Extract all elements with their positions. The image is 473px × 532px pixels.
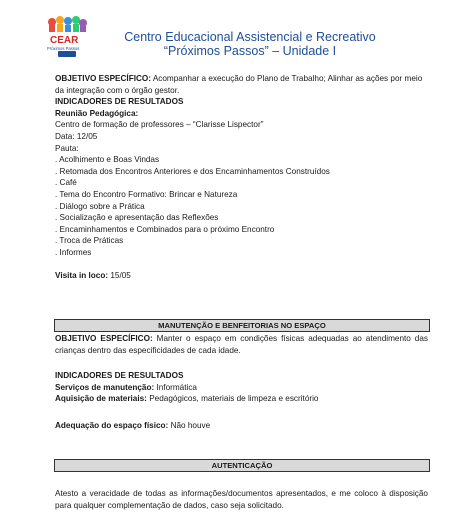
section-bar-autenticacao: AUTENTICAÇÃO bbox=[54, 459, 430, 472]
objetivo-label: OBJETIVO ESPECÍFICO: bbox=[55, 334, 153, 343]
pauta-item: . Informes bbox=[55, 247, 92, 257]
pauta-item: . Tema do Encontro Formativo: Brincar e Natureza bbox=[55, 189, 238, 199]
pauta-item: . Socialização e apresentação das Reflexões bbox=[55, 213, 219, 223]
aquisicao-label: Aquisição de materiais: bbox=[55, 394, 147, 404]
indicadores-heading: INDICADORES DE RESULTADOS bbox=[55, 371, 184, 380]
servicos-manutencao bbox=[55, 382, 428, 394]
servicos-value: Informática bbox=[154, 382, 197, 392]
centro-formacao: Centro de formação de professores – “Clarisse Lispector” bbox=[55, 120, 264, 130]
pauta-item: . Retomada dos Encontros Anteriores e dos Encaminhamentos Construídos bbox=[55, 166, 330, 176]
pauta-item: . Encaminhamentos e Combinados para o próximo Encontro bbox=[55, 224, 275, 234]
adequacao-value: Não houve bbox=[168, 421, 211, 430]
data-reuniao: Data: 12/05 bbox=[55, 131, 98, 141]
visita-in-loco bbox=[55, 270, 428, 282]
pauta-label: Pauta: bbox=[55, 143, 79, 153]
aquisicao-value: Pedagógicos, materiais de limpeza e escritório bbox=[146, 394, 319, 404]
header-title-line2: “Próximos Passos” – Unidade I bbox=[163, 44, 337, 58]
pauta-item: . Troca de Práticas bbox=[55, 236, 124, 246]
objetivo-text: Acompanhar a execução do Plano de Trabalho; Alinhar as ações por meio da integração com o órgão gestor. bbox=[55, 74, 423, 95]
logo-subtext: Próximos Passos bbox=[47, 46, 80, 51]
section-acompanhamento bbox=[55, 73, 428, 282]
header-title bbox=[100, 30, 400, 58]
pauta-item: . Café bbox=[55, 178, 77, 188]
header-title-line1: Centro Educacional Assistencial e Recreativo bbox=[124, 30, 376, 44]
objetivo-especifico-1 bbox=[55, 73, 428, 96]
reuniao-label: Reunião Pedagógica: bbox=[55, 108, 139, 118]
aquisicao-materiais bbox=[55, 393, 428, 405]
pauta-item: . Acolhimento e Boas Vindas bbox=[55, 155, 160, 165]
visita-label: Visita in loco: bbox=[55, 271, 109, 281]
logo-text: CEAR bbox=[50, 35, 79, 46]
pauta-item: . Diálogo sobre a Prática bbox=[55, 201, 145, 211]
objetivo-label: OBJETIVO ESPECÍFICO: bbox=[55, 74, 151, 83]
objetivo-text: Manter o espaço em condições físicas adequadas ao atendimento das crianças dentro das especificidades de cada idade. bbox=[55, 334, 428, 355]
objetivo-especifico-2 bbox=[55, 333, 428, 356]
section-bar-manutencao: MANUTENÇÃO E BENFEITORIAS NO ESPAÇO bbox=[54, 319, 430, 332]
visita-value: 15/05 bbox=[108, 271, 131, 281]
servicos-label: Serviços de manutenção: bbox=[55, 382, 155, 392]
indicadores-heading: INDICADORES DE RESULTADOS bbox=[55, 97, 184, 107]
adequacao-label: Adequação do espaço físico: bbox=[55, 421, 169, 430]
autenticacao-text: Atesto a veracidade de todas as informações/documentos apresentados, e me coloco à disposição para qualquer complementação de dados, caso seja solicitado. bbox=[55, 489, 428, 510]
section-manutencao-indicadores bbox=[55, 370, 428, 405]
adequacao-espaco bbox=[55, 420, 428, 432]
cear-logo bbox=[44, 16, 90, 58]
